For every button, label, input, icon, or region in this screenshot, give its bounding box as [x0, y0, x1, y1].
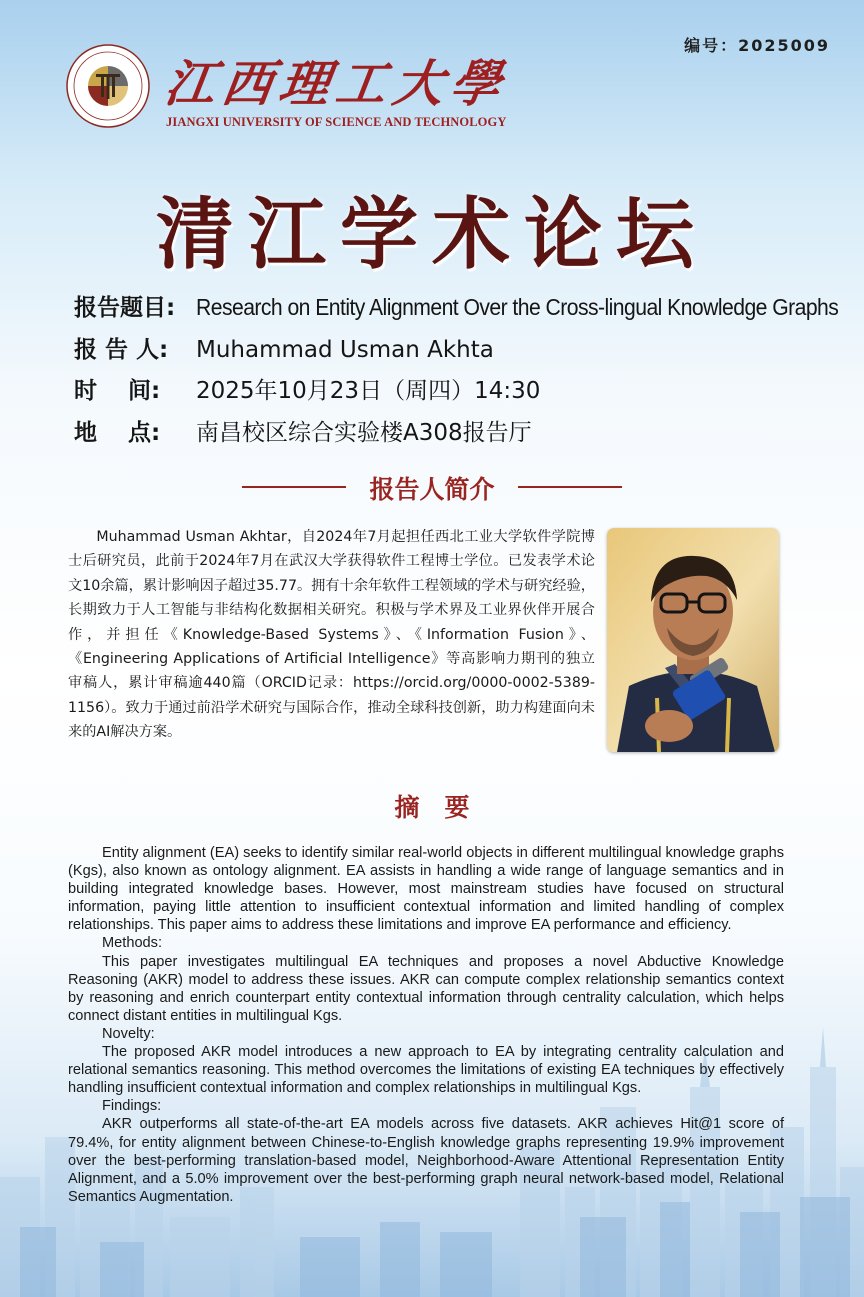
place-value: 南昌校区综合实验楼A308报告厅 — [196, 420, 532, 446]
bio-text: Muhammad Usman Akhtar，自2024年7月起担任西北工业大学软件学院博士后研究员，此前于2024年7月在武汉大学获得软件工程博士学位。已发表学术论文10余篇，累计影响因子超过35.77。拥有十余年软件工程领域的学术与研究经验，长期致力于人工智能与非结构化数据相关研究。积极与学术界及工业界伙伴开展合作，并担任《Knowledge-Based Systems》、《Information Fusion》、《Engineering Applications of Artificial Intelligence》等高影响力期刊的独立审稿人，累计审稿逾440篇（ORCID记录：https://orcid.org/0000-0002-5389-1156）。致力于通过前沿学术研究与国际合作，推动全球科技创新，助力构建面向未来的AI解决方案。 — [68, 529, 595, 741]
serial-number: 编号：2025009 — [684, 36, 830, 55]
divider-right — [518, 486, 622, 488]
university-logo-icon — [66, 44, 150, 128]
topic-label: 报告题目: — [74, 295, 176, 321]
novelty-heading: Novelty: — [102, 1025, 155, 1042]
forum-title: 清江学术论坛 — [155, 190, 708, 280]
place-row — [74, 414, 532, 448]
findings-text: AKR outperforms all state-of-the-art EA models across five datasets. AKR achieves Hit@1 score of 79.4%, for entity alignment between Chinese-to-English knowledge graphs representing 19.9% improvement over the best-performing translation-based model, Neighborhood-Aware Attentional Representation Entity Alignment, and a 5.0% improvement over the best-performing graph neural network-based model, Relational Semantics Augmentation. — [68, 1116, 784, 1205]
speaker-photo — [607, 528, 779, 752]
topic-value: Research on Entity Alignment Over the Cross-lingual Knowledge Graphs — [196, 294, 839, 320]
time-value: 2025年10月23日（周四）14:30 — [196, 378, 541, 404]
time-label: 时 间: — [74, 378, 161, 404]
speaker-value: Muhammad Usman Akhta — [196, 337, 494, 363]
methods-text: This paper investigates multilingual EA techniques and proposes a novel Abductive Knowledge Reasoning (AKR) model to address these issues. AKR can compute complex relationship semantics context by reasoning and enrich counterpart entity contextual information through centrality calculation, which helps connect distant entities in multilingual Kgs. — [68, 953, 784, 1024]
abstract-section-title: 摘 要 — [394, 793, 470, 822]
bio-section-title: 报告人简介 — [369, 475, 495, 504]
university-name-cn: 江西理工大學 — [161, 54, 512, 113]
abstract-intro: Entity alignment (EA) seeks to identify similar real-world objects in different multilingual knowledge graphs (Kgs), also known as ontology alignment. EA assists in handling a wide range of language semantics and in building integrated knowledge bases. However, most mainstream studies have focused on structural information, paying little attention to insufficient contextual information and limited handling of complex relationships. This paper aims to address these limitations and improve EA performance and efficiency. — [68, 845, 784, 934]
speaker-label: 报 告 人: — [74, 337, 169, 363]
topic-row — [74, 289, 864, 323]
speaker-row — [74, 331, 494, 365]
time-row — [74, 372, 540, 406]
place-label: 地 点: — [74, 420, 161, 446]
methods-heading: Methods: — [102, 935, 163, 952]
novelty-text: The proposed AKR model introduces a new approach to EA by integrating centrality calculation and relational semantics reasoning. This method overcomes the limitations of existing EA techniques by effectively handling insufficient contextual information and complex relationships in multilingual Kgs. — [68, 1044, 784, 1097]
university-name-en: JIANGXI UNIVERSITY OF SCIENCE AND TECHNOLOGY — [166, 115, 507, 129]
abstract-body — [68, 844, 784, 1206]
findings-heading: Findings: — [102, 1098, 162, 1115]
